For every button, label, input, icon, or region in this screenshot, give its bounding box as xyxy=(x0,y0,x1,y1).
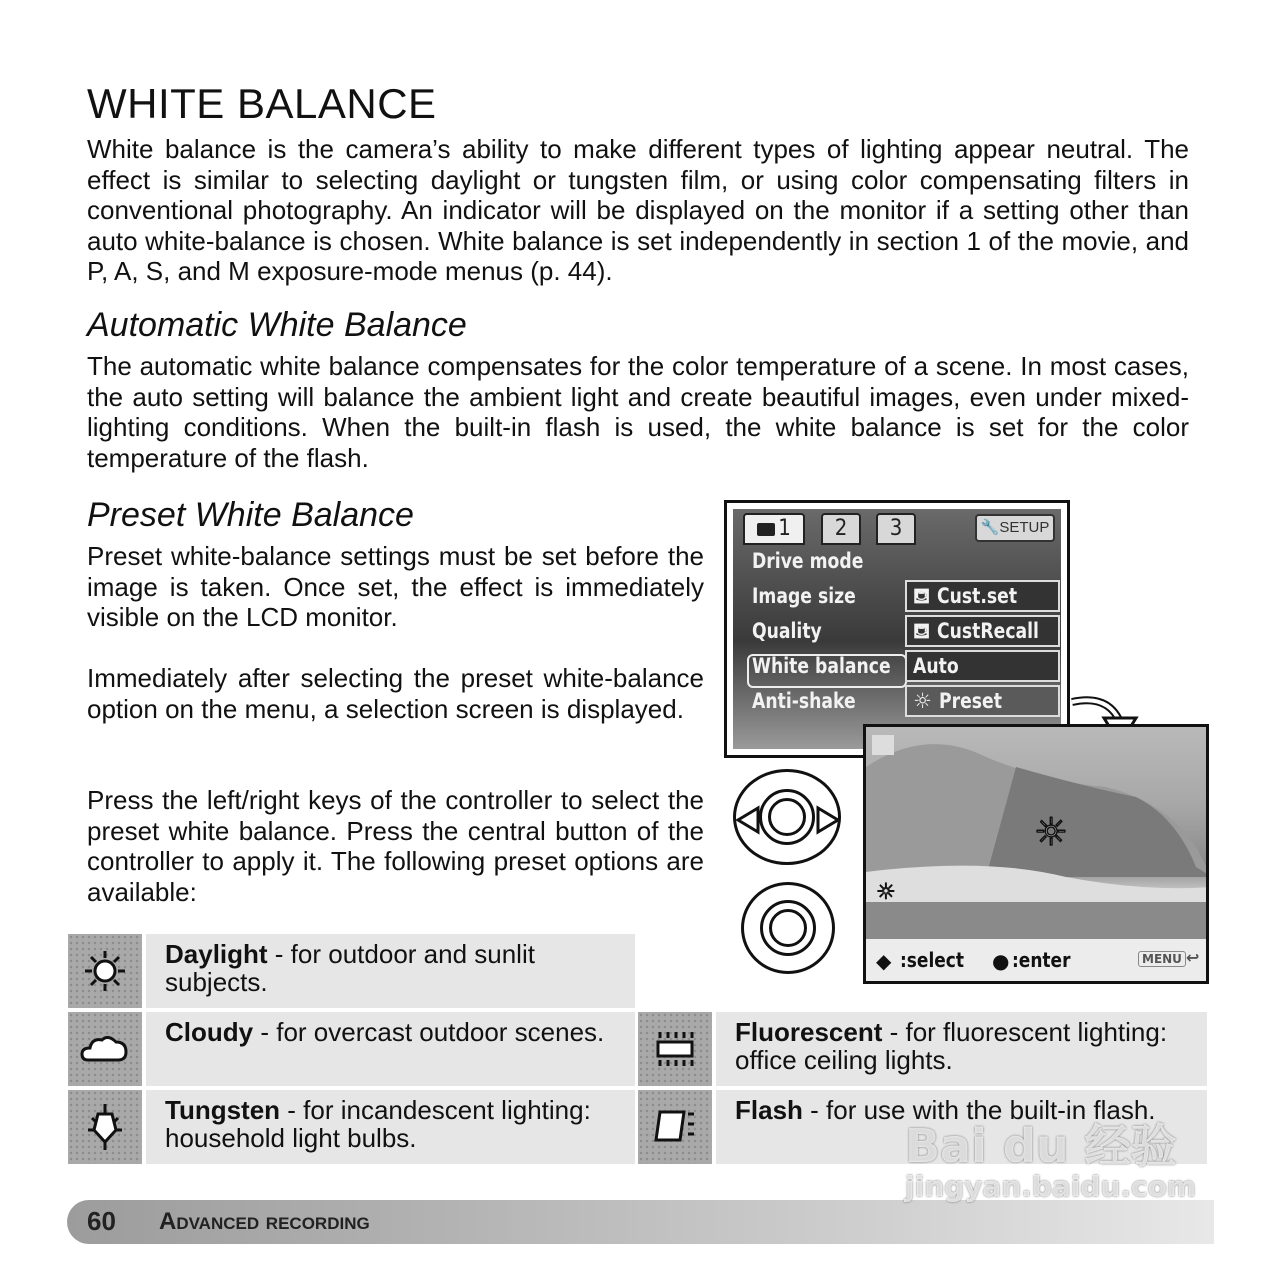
tab-1: 1 xyxy=(743,513,805,545)
left-arrow-icon xyxy=(738,808,758,832)
cloud-icon xyxy=(82,1037,126,1060)
right-arrow-icon xyxy=(818,808,838,832)
cloudy-option: Cloudy - for overcast outdoor scenes. xyxy=(146,1012,635,1086)
center-button-icon: ● xyxy=(992,949,1010,973)
sun-icon: ☼ xyxy=(1034,810,1069,854)
menu-value-auto: Auto xyxy=(905,650,1060,682)
daylight-icon-box xyxy=(68,934,142,1008)
camera-preview-screen xyxy=(863,724,1209,984)
menu-item-drive-mode: Drive mode xyxy=(752,549,864,573)
auto-paragraph: The automatic white balance compensates for the color temperature of a scene. In most cases, the auto setting will balance the ambient light and create beautiful images, even under mixed-lighting conditions. When the built-in flash is used, the white balance is set for the color temperature of the flash. xyxy=(87,351,1189,473)
wrench-icon: 🔧 xyxy=(980,519,1000,536)
sun-icon: ☼ xyxy=(876,880,896,905)
select-hint: :select xyxy=(900,948,965,972)
intro-paragraph: White balance is the camera’s ability to make different types of lighting appear neutral. The effect is similar to selecting daylight or tungsten film, or using color compensating filters in conventional photography. An indicator will be displayed on the monitor if a setting other than auto white-balance is chosen. White balance is set independently in section 1 of the movie, and P, A, S, and M exposure-mode menus (p. 44). xyxy=(87,134,1189,287)
menu-value-preset: ☼ Preset xyxy=(905,685,1060,717)
menu-item-white-balance: White balance xyxy=(752,654,891,678)
sun-icon: ☼ xyxy=(913,689,940,713)
watermark-logo: Bai du 经验 xyxy=(905,1119,1177,1173)
section-title: Advanced recording xyxy=(159,1208,370,1235)
camera-menu-screen xyxy=(724,500,1070,758)
return-icon: ↩ xyxy=(1186,948,1200,967)
menu-item-quality: Quality xyxy=(752,619,822,643)
watermark-url: jingyan.baidu.com xyxy=(905,1170,1197,1203)
preset-heading: Preset White Balance xyxy=(87,496,414,534)
menu-button-label: MENU xyxy=(1138,951,1186,967)
memory-icon: ⛾ xyxy=(913,619,938,643)
fluorescent-option: Fluorescent - for fluorescent lighting: office ceiling lights. xyxy=(716,1012,1207,1086)
preset-paragraph-2: Immediately after selecting the preset white-balance option on the menu, a selection screen is displayed. xyxy=(87,663,704,724)
auto-heading: Automatic White Balance xyxy=(87,306,467,344)
menu-item-image-size: Image size xyxy=(752,584,856,608)
tab-2: 2 xyxy=(821,513,861,545)
controller-left-right xyxy=(733,769,841,865)
menu-item-anti-shake: Anti-shake xyxy=(752,689,856,713)
enter-hint: :enter xyxy=(1012,948,1071,972)
tab-setup: 🔧SETUP xyxy=(975,514,1055,542)
page-number: 60 xyxy=(87,1206,116,1236)
tab-3: 3 xyxy=(876,513,916,545)
daylight-option: Daylight - for outdoor and sunlit subjects. xyxy=(146,934,635,1008)
preset-paragraph-1: Preset white-balance settings must be set before the image is taken. Once set, the effect is immediately visible on the LCD monitor. xyxy=(87,541,704,633)
memory-icon: ⛾ xyxy=(913,584,938,608)
screen-status-bar xyxy=(866,939,1206,981)
preset-paragraph-3: Press the left/right keys of the controller to select the preset white balance. Press the central button of the controller to apply it. The following preset options are available: xyxy=(87,785,704,907)
watermark xyxy=(905,1119,1197,1204)
page-title: WHITE BALANCE xyxy=(87,80,437,127)
controller-center xyxy=(741,882,835,974)
flash-icon-box xyxy=(638,1090,712,1164)
fluorescent-icon xyxy=(658,1032,692,1066)
left-right-icon: ◆ xyxy=(876,949,892,973)
flash-option: Flash - for use with the built-in flash. xyxy=(716,1090,1207,1164)
camera-icon xyxy=(757,523,775,536)
fluorescent-icon-box xyxy=(638,1012,712,1086)
menu-value-cust-set: ⛾ Cust.set xyxy=(905,580,1060,612)
cloudy-icon-box xyxy=(68,1012,142,1086)
tungsten-option: Tungsten - for incandescent lighting: household light bulbs. xyxy=(146,1090,635,1164)
flash-icon xyxy=(656,1112,694,1140)
bulb-icon xyxy=(88,1104,122,1150)
tungsten-icon-box xyxy=(68,1090,142,1164)
page-footer xyxy=(67,1200,1214,1244)
menu-value-custrecall: ⛾ CustRecall xyxy=(905,615,1060,647)
sun-icon xyxy=(85,951,125,991)
landscape-image xyxy=(866,727,1209,945)
